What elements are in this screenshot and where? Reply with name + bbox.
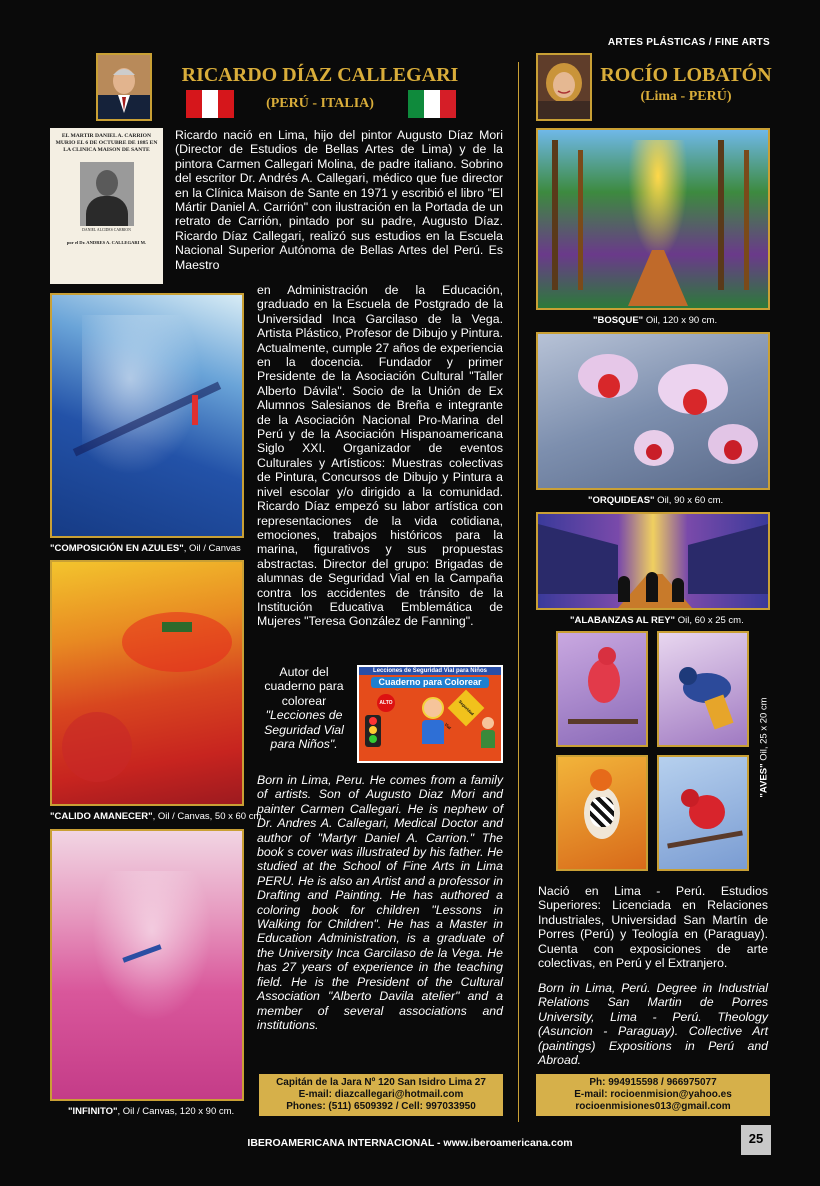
painting-infinito xyxy=(50,829,244,1101)
traffic-light-icon xyxy=(365,715,381,747)
caption-details: Oil, 60 x 25 cm. xyxy=(675,615,744,626)
coloring-book-cover xyxy=(357,665,503,763)
contact-phones: Phones: (511) 6509392 / Cell: 997033950 xyxy=(286,1101,476,1112)
caption-aves xyxy=(759,688,770,808)
avatar-ricardo xyxy=(96,53,152,121)
painting-aves-4 xyxy=(657,755,749,871)
painting-calido-amanecer xyxy=(50,560,244,806)
book-cover-portrait-caption: DANIEL ALCIDES CARRION xyxy=(82,227,131,232)
bio-ricardo-es-part1: Ricardo nació en Lima, hijo del pintor Augusto Díaz Mori (Director de Estudios de Bellas Artes de Lima) y de la pintora Carmen Callegari Molina, de padre italiano. Sobrino del escritor Dr. Andrés A. Callegari, médico que fue director en la Clínica Maison de Sante en 1971 y escribió el libro "El Mártir Daniel A. Carrión" con ilustración en la Portada de un retrato de Carrión, pintado por su padre, Augusto Díaz. Ricardo Díaz Callegari, realizó sus estudios en la Escuela Nacional Superior Autónoma de Bellas Artes del Perú. Es Maestro xyxy=(175,128,503,272)
avatar-rocio xyxy=(536,53,592,121)
contact-phone: Ph: 994915598 / 966975077 xyxy=(589,1077,717,1088)
flag-peru-icon xyxy=(186,90,234,118)
book-cover-portrait xyxy=(80,162,134,226)
painting-bosque xyxy=(536,128,770,310)
child-figure-2-icon xyxy=(479,717,497,751)
book-cover-title: EL MARTIR DANIEL A. CARRION MURIO EL 6 DE OCTUBRE DE 1885 EN LA CLINICA MAISON DE SANTE xyxy=(55,133,158,154)
artist-name-ricardo: RICARDO DÍAZ CALLEGARI xyxy=(181,64,459,86)
artist-name-rocio: ROCÍO LOBATÓN xyxy=(600,64,772,86)
painting-aves-1 xyxy=(556,631,648,747)
caption-details: , Oil / Canvas, 50 x 60 cm. xyxy=(152,811,265,822)
painting-aves-3 xyxy=(556,755,648,871)
book-cover-author: por el Dr. ANDRES A. CALLEGARI M. xyxy=(66,239,147,245)
bio-ricardo-en: Born in Lima, Peru. He comes from a family of artists. Son of Augusto Diaz Mori and painter Carmen Callegari. He is nephew of Dr. Andres A. Callegari, Medical Doctor and author of "Martyr Daniel A. Carrion." The book s cover was illustrated by his father. He studied at the School of Fine Arts in Lima PERU. He is also an Artist and a professor in Drafting and Painting. He has authored a coloring book for children "Lessons in Walking for Children". He has a Master in Education Administration, is a graduate of the University Inca Garcilaso de la Vega. He has 27 years of experience in the teaching field. He is the President of the Cultural Association "Alberto Davila atelier" and a member of several associations and institutions. xyxy=(257,773,503,1032)
coloring-book-cover-top: Lecciones de Seguridad Vial para Niños xyxy=(359,667,501,675)
bio-ricardo-es-part2: en Administración de la Educación, graduado en la Escuela de Postgrado de la Universidad Inca Garcilaso de la Vega. Artista Plástico, Profesor de Dibujo y Pintura. Actualmente, cumple 27 años de experiencia en la docencia. Fundador y primer Presidente de la Asociación Cultural "Taller Alberto Dávila". Socio de la Unión de Ex Alumnos Salesianos de Breña e integrante de la Asociación Nacional Pro-Marina del Perú y de la Asociación Hispanoamericana Siglo XXI. Organizador de eventos Culturales y Artísticos: Muestras colectivas de Pintura, Concursos de Dibujo y Pintura a nivel escolar y/o dirigido a la comunidad. Ricardo Díaz empezó su labor artística con representaciones de la vida cotidiana, emociones, trabajos históricos para la marina, figurativos y sus propuestas abstractas. Director del grupo: Brigadas de alumnas de Seguridad Vial en la Campaña contra los accidentes de tránsito de la Institución Educativa Emblemática de Mujeres "Teresa González de Fanning". xyxy=(257,283,503,629)
contact-email[interactable]: E-mail: rocioenmision@yahoo.es xyxy=(574,1089,732,1100)
caption-title: "ORQUIDEAS" xyxy=(588,495,655,506)
column-divider xyxy=(518,62,519,1122)
caption-title: "COMPOSICIÓN EN AZULES" xyxy=(50,543,184,554)
painting-orquideas xyxy=(536,332,770,490)
caption-title: "INFINITO" xyxy=(68,1106,118,1117)
caption-title: "CALIDO AMANECER" xyxy=(50,811,153,822)
contact-address: Capitán de la Jara Nº 120 San Isidro Lima 27 xyxy=(276,1077,486,1088)
caption-details: , Oil / Canvas, 120 x 90 cm. xyxy=(117,1106,235,1117)
coloring-book-cover-title: Cuaderno para Colorear xyxy=(371,677,489,688)
caption-details: Oil, 90 x 60 cm. xyxy=(654,495,724,506)
painting-alabanzas-al-rey xyxy=(536,512,770,610)
caption-infinito xyxy=(68,1106,234,1117)
contact-box-rocio xyxy=(536,1074,770,1116)
road-sign-icon: Seguridad Vial xyxy=(448,690,485,727)
caption-composicion-en-azules xyxy=(50,543,241,554)
caption-title: "BOSQUE" xyxy=(593,315,644,326)
artist-country-ricardo: (PERÚ - ITALIA) xyxy=(266,96,374,111)
bio-rocio-es: Nació en Lima - Perú. Estudios Superiores: Licenciada en Relaciones Industriales, Universidad San Martín de Porres (Perú) y Teología en (Paraguay). Cuenta con exposiciones de arte colectivas, en Perú y el Extranjero. xyxy=(538,884,768,971)
contact-email[interactable]: E-mail: diazcallegari@hotmail.com xyxy=(298,1089,464,1100)
footer-text: IBEROAMERICANA INTERNACIONAL - www.iberoamericana.com xyxy=(247,1137,573,1149)
bio-rocio-en: Born in Lima, Perú. Degree in Industrial Relations San Martin de Porres University, Lima - Perú. Theology (Asuncion - Paraguay). Collective Art (paintings) Expositions in Perú and Abroad. xyxy=(538,981,768,1068)
page-number: 25 xyxy=(741,1125,771,1155)
section-tag: ARTES PLÁSTICAS / FINE ARTS xyxy=(607,37,770,48)
caption-title: "ALABANZAS AL REY" xyxy=(570,615,676,626)
coloring-book-author-label: Autor del cuaderno para colorear xyxy=(264,665,344,708)
caption-details: Oil, 25 x 20 cm xyxy=(758,697,770,764)
caption-details: Oil, 120 x 90 cm. xyxy=(643,315,718,326)
flag-italy-icon xyxy=(408,90,456,118)
stop-sign-icon: ALTO xyxy=(377,694,395,712)
painting-aves-2 xyxy=(657,631,749,747)
painting-composicion-en-azules xyxy=(50,293,244,538)
book-cover-carrion xyxy=(50,128,163,284)
caption-title: "AVES" xyxy=(758,763,770,798)
caption-details: , Oil / Canvas xyxy=(183,543,241,554)
artist-country-rocio: (Lima - PERÚ) xyxy=(640,89,732,104)
caption-alabanzas-al-rey xyxy=(570,615,744,626)
caption-calido-amanecer xyxy=(50,811,264,822)
caption-orquideas xyxy=(588,495,723,506)
contact-box-ricardo xyxy=(259,1074,503,1116)
coloring-book-author-text xyxy=(252,665,356,751)
coloring-book-title: "Lecciones de Seguridad Vial para Niños". xyxy=(264,708,344,752)
caption-bosque xyxy=(593,315,717,326)
contact-email-2[interactable]: rocioenmisiones013@gmail.com xyxy=(575,1101,731,1112)
